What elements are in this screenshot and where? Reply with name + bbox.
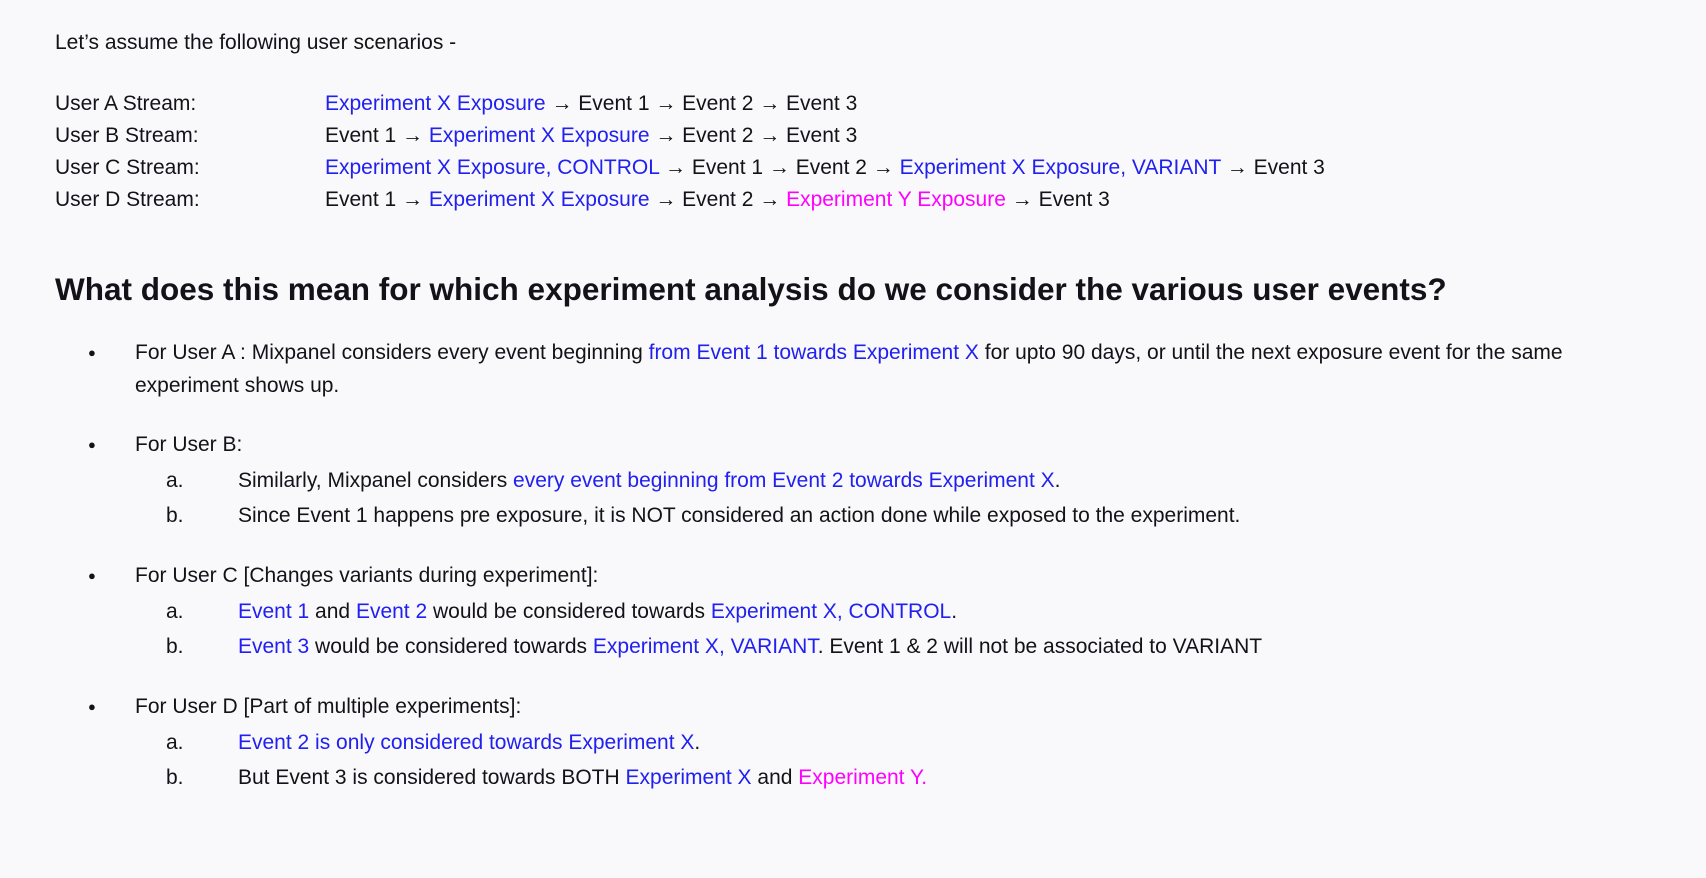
bullet-item [55, 690, 1676, 795]
stream-row [55, 184, 1676, 216]
sub-item-text [238, 463, 1638, 498]
bullet-text [135, 559, 1657, 592]
sub-item-marker: b. [166, 766, 184, 789]
blue-text: Experiment X [625, 766, 752, 789]
bullet-body [135, 336, 1676, 402]
bullet-icon: ● [88, 699, 96, 714]
blue-text: Experiment X Exposure [325, 92, 546, 115]
bullet-body [135, 428, 1676, 533]
bullet-body [135, 559, 1676, 664]
section-heading: What does this mean for which experiment analysis do we consider the various user events? [55, 271, 1447, 307]
bullet-item [55, 559, 1676, 664]
sub-item-marker: b. [166, 504, 184, 527]
blue-text: Experiment X Exposure, CONTROL [325, 156, 660, 179]
plain-text: Similarly, Mixpanel considers [238, 469, 514, 492]
plain-text: For User C [Changes variants during experiment]: [135, 564, 599, 587]
sub-item-text [238, 629, 1638, 664]
plain-text: → Event 1 → Event 2 → Event 3 [545, 92, 858, 115]
plain-text: → Event 2 → [649, 188, 787, 211]
bullet-text [135, 428, 1657, 461]
sub-item [135, 463, 1676, 498]
sub-item [135, 760, 1676, 795]
plain-text: For User B: [135, 433, 243, 456]
plain-text: For User D [Part of multiple experiments]: [135, 695, 522, 718]
intro-paragraph: Let’s assume the following user scenarios - [55, 31, 457, 54]
sub-item-text [238, 594, 1638, 629]
stream-row [55, 152, 1676, 184]
sub-item-text [238, 725, 1638, 760]
stream-label: User D Stream: [55, 188, 200, 211]
plain-text: . [1054, 469, 1061, 492]
plain-text: would be considered towards [309, 635, 593, 658]
stream-row [55, 120, 1676, 152]
blue-text: Event 2 [355, 600, 428, 623]
stream-content [325, 88, 857, 120]
sub-item [135, 498, 1676, 533]
plain-text: would be considered towards [427, 600, 711, 623]
plain-text: for upto 90 days, or until the next exposure event for the same experiment shows up. [135, 341, 1563, 397]
bullet-icon: ● [88, 437, 96, 452]
plain-text: and [751, 766, 799, 789]
blue-text: Experiment X Exposure [428, 188, 650, 211]
sub-item [135, 594, 1676, 629]
sub-item-text [238, 498, 1638, 533]
stream-content [325, 120, 857, 152]
bullet-icon: ● [88, 345, 96, 360]
plain-text: But Event 3 is considered towards BOTH [238, 766, 626, 789]
plain-text: → Event 1 → Event 2 → [659, 156, 900, 179]
blue-text: Event 1 [238, 600, 310, 623]
sub-item-text [238, 760, 1638, 795]
bullet-icon: ● [88, 568, 96, 583]
plain-text: → Event 3 [1220, 156, 1325, 179]
bullet-text [135, 690, 1657, 723]
stream-content [325, 152, 1325, 184]
blue-text: Event 2 is only considered towards Experiment X [238, 731, 695, 754]
sub-item-list [135, 463, 1676, 533]
user-stream-list [55, 88, 1676, 216]
bullet-list [55, 336, 1676, 795]
sub-item-marker: b. [166, 635, 184, 658]
blue-text: Experiment X, CONTROL [710, 600, 952, 623]
plain-text: → Event 2 → Event 3 [649, 124, 858, 147]
blue-text: Event 3 [238, 635, 310, 658]
blue-text: Experiment X, VARIANT [592, 635, 818, 658]
magenta-text: Experiment Y. [798, 766, 928, 789]
plain-text: and [309, 600, 356, 623]
sub-item-marker: a. [166, 600, 184, 623]
sub-item [135, 629, 1676, 664]
plain-text: . [951, 600, 958, 623]
blue-text: Experiment X Exposure [428, 124, 650, 147]
blue-text: Experiment X Exposure, VARIANT [899, 156, 1221, 179]
plain-text: Since Event 1 happens pre exposure, it is NOT considered an action done while exposed to the experiment. [238, 504, 1241, 527]
plain-text: → Event 3 [1005, 188, 1110, 211]
magenta-text: Experiment Y Exposure [786, 188, 1006, 211]
plain-text: Event 1 → [325, 124, 429, 147]
stream-row [55, 88, 1676, 120]
stream-label: User C Stream: [55, 156, 200, 179]
plain-text: . Event 1 & 2 will not be associated to VARIANT [817, 635, 1263, 658]
plain-text: Event 1 → [325, 188, 429, 211]
blue-text: every event beginning from Event 2 towards Experiment X [513, 469, 1055, 492]
sub-item-list [135, 594, 1676, 664]
sub-item [135, 725, 1676, 760]
stream-label: User B Stream: [55, 124, 199, 147]
sub-item-marker: a. [166, 731, 184, 754]
bullet-item [55, 428, 1676, 533]
bullet-item [55, 336, 1676, 402]
plain-text: . [694, 731, 701, 754]
sub-item-list [135, 725, 1676, 795]
blue-text: from Event 1 towards Experiment X [648, 341, 979, 364]
bullet-text [135, 336, 1657, 402]
stream-label: User A Stream: [55, 92, 197, 115]
sub-item-marker: a. [166, 469, 184, 492]
plain-text: For User A : Mixpanel considers every event beginning [135, 341, 649, 364]
stream-content [325, 184, 1110, 216]
bullet-body [135, 690, 1676, 795]
